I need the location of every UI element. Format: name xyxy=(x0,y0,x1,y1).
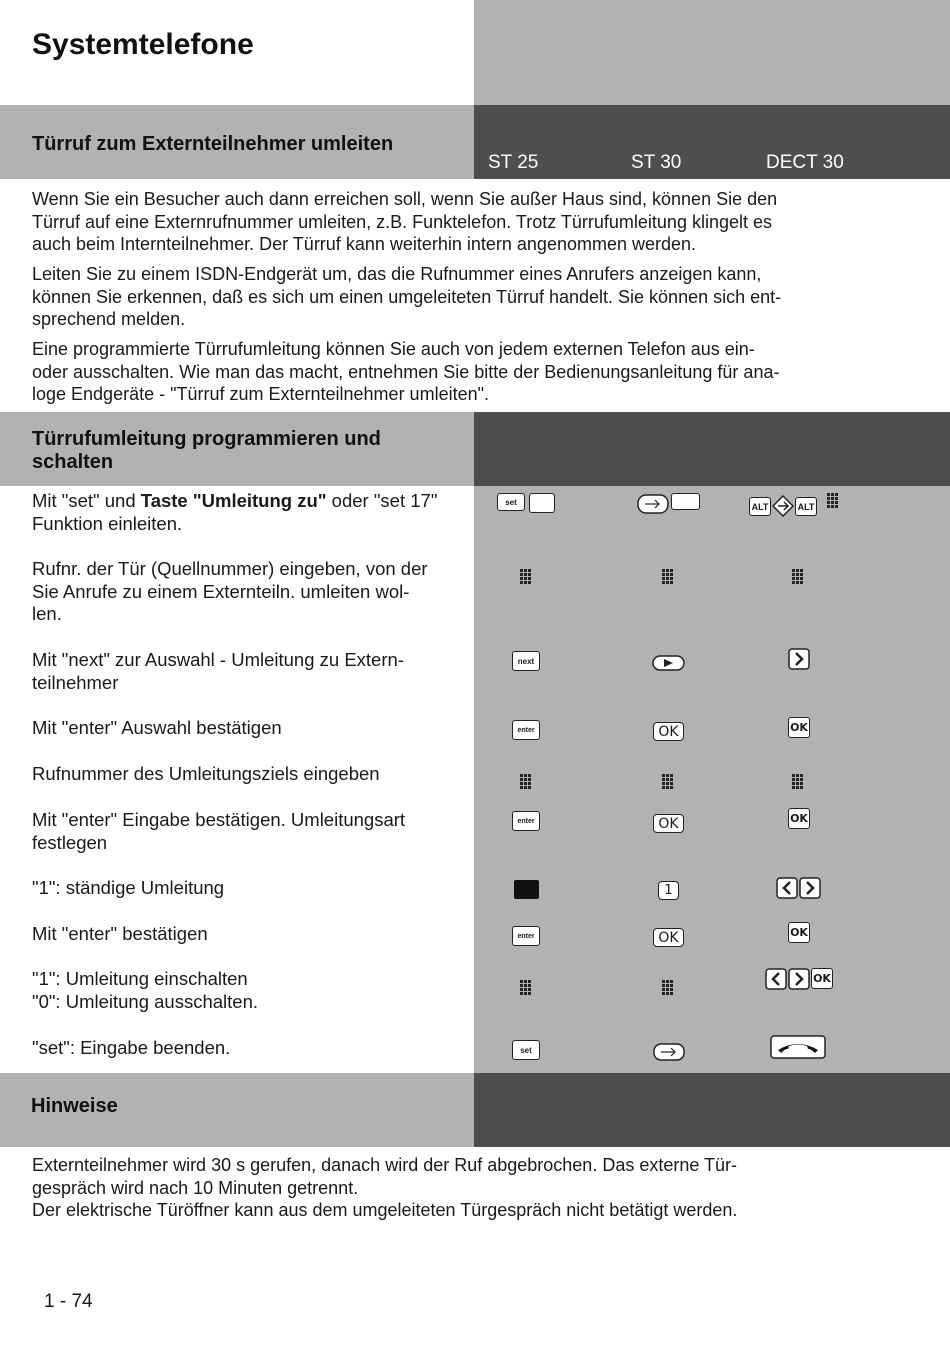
notes-line: Externteilnehmer wird 30 s gerufen, danach wird der Ruf abgebrochen. Das externe Tür- xyxy=(32,1155,738,1175)
section2-header-right xyxy=(474,412,950,486)
column-st30: ST 30 xyxy=(631,152,682,173)
section1-header-right xyxy=(474,105,950,179)
notes-line: gespräch wird nach 10 Minuten getrennt. xyxy=(32,1177,359,1198)
step-10 xyxy=(32,1037,472,1060)
alt-key[interactable]: ALT xyxy=(795,497,817,516)
step-4 xyxy=(32,717,472,740)
ok-key-dect[interactable]: OK xyxy=(788,717,810,738)
enter-key[interactable]: enter xyxy=(512,720,540,740)
play-key-icon[interactable] xyxy=(652,655,685,671)
intro-paragraph-3 xyxy=(32,338,892,406)
para3-line: Eine programmierte Türrufumleitung können Sie auch von jedem externen Telefon aus ein- xyxy=(32,339,755,359)
intro-paragraph-2 xyxy=(32,263,892,331)
step-6 xyxy=(32,809,472,854)
enter-key[interactable]: enter xyxy=(512,811,540,831)
step-1-line-2: Funktion einleiten. xyxy=(32,512,183,534)
section2-title xyxy=(32,428,381,474)
keypad-icon[interactable] xyxy=(520,569,534,587)
arrow-key-icon[interactable] xyxy=(653,1043,685,1061)
icon-column-bg xyxy=(474,486,950,1073)
step-3 xyxy=(32,649,472,694)
function-key[interactable] xyxy=(529,493,555,513)
digit-one-key[interactable]: 1 xyxy=(658,881,679,900)
para1-line: auch beim Internteilnehmer. Der Türruf kann weiterhin intern angenommen werden. xyxy=(32,234,697,254)
keypad-icon[interactable] xyxy=(662,980,676,998)
step-6-line: Mit "enter" Eingabe bestätigen. Umleitungsart xyxy=(32,809,406,830)
step-6-line: festlegen xyxy=(32,831,108,853)
section2-title-line: schalten xyxy=(32,451,114,473)
para3-line: oder ausschalten. Wie man das macht, entnehmen Sie bitte der Bedienungsanleitung für ana- xyxy=(32,361,780,382)
keypad-icon[interactable] xyxy=(792,774,806,792)
step-3-line: teilnehmer xyxy=(32,671,119,693)
left-arrow-icon[interactable] xyxy=(776,877,798,899)
step-8-line: Mit "enter" bestätigen xyxy=(32,923,208,944)
section3-title: Hinweise xyxy=(31,1095,118,1117)
step-4-line: Mit "enter" Auswahl bestätigen xyxy=(32,717,282,738)
step-9-line: "1": Umleitung einschalten xyxy=(32,968,248,989)
step-8 xyxy=(32,923,472,946)
step-9 xyxy=(32,968,472,1013)
keypad-icon[interactable] xyxy=(520,980,534,998)
step-2-line: len. xyxy=(32,603,62,624)
keypad-icon[interactable] xyxy=(792,569,806,587)
step-1-post: oder "set 17" xyxy=(326,490,438,511)
left-arrow-icon[interactable] xyxy=(765,968,787,990)
step-5-line: Rufnummer des Umleitungsziels eingeben xyxy=(32,763,380,784)
step-3-line: Mit "next" zur Auswahl - Umleitung zu Extern- xyxy=(32,649,404,670)
column-st25: ST 25 xyxy=(488,152,539,173)
right-arrow-icon[interactable] xyxy=(788,648,810,670)
ok-key[interactable]: OK xyxy=(653,928,684,947)
section1-title: Türruf zum Externteilnehmer umleiten xyxy=(32,133,394,155)
para2-line: Leiten Sie zu einem ISDN-Endgerät um, das die Rufnummer eines Anrufers anzeigen kann, xyxy=(32,264,762,284)
para3-line: loge Endgeräte - "Türruf zum Externteilnehmer umleiten". xyxy=(32,384,489,404)
para2-line: können Sie erkennen, daß es sich um einen umgeleiteten Türruf handelt. Sie können sich ent- xyxy=(32,286,782,307)
column-dect30: DECT 30 xyxy=(766,152,844,173)
notes-paragraph xyxy=(32,1154,892,1222)
keypad-icon[interactable] xyxy=(827,493,841,511)
page-number: 1 - 74 xyxy=(44,1291,93,1312)
right-arrow-icon[interactable] xyxy=(799,877,821,899)
notes-line: Der elektrische Türöffner kann aus dem umgeleiteten Türgespräch nicht betätigt werden. xyxy=(32,1200,738,1220)
alt-key[interactable]: ALT xyxy=(749,497,771,516)
step-1-pre: Mit "set" und xyxy=(32,490,141,511)
ok-key[interactable]: OK xyxy=(653,814,684,833)
step-1-line-1 xyxy=(32,490,472,513)
keypad-icon[interactable] xyxy=(520,774,534,792)
handset-icon[interactable] xyxy=(770,1035,826,1059)
intro-paragraph-1 xyxy=(32,188,892,256)
page-title: Systemtelefone xyxy=(32,28,254,61)
step-2-line: Sie Anrufe zu einem Externteiln. umleiten wol- xyxy=(32,580,410,602)
next-key[interactable]: next xyxy=(512,651,540,671)
keypad-icon[interactable] xyxy=(662,774,676,792)
step-2-line: Rufnr. der Tür (Quellnummer) eingeben, von der xyxy=(32,558,428,579)
arrow-key-icon[interactable] xyxy=(637,494,669,514)
step-1 xyxy=(32,490,472,535)
header-gray-block xyxy=(474,0,950,105)
step-10-line: "set": Eingabe beenden. xyxy=(32,1037,231,1058)
step-5 xyxy=(32,763,472,786)
section3-header-right xyxy=(474,1073,950,1147)
ok-key-dect[interactable]: OK xyxy=(788,922,810,943)
right-arrow-icon[interactable] xyxy=(788,968,810,990)
step-7 xyxy=(32,877,472,900)
para1-line: Wenn Sie ein Besucher auch dann erreichen soll, wenn Sie außer Haus sind, können Sie den xyxy=(32,189,778,209)
set-key[interactable]: set xyxy=(512,1040,540,1060)
para2-line: sprechend melden. xyxy=(32,309,186,329)
enter-key[interactable]: enter xyxy=(512,926,540,946)
ok-key[interactable]: OK xyxy=(653,722,684,741)
para1-line: Türruf auf eine Externrufnummer umleiten, z.B. Funktelefon. Trotz Türrufumleitung klingelt es xyxy=(32,211,772,232)
function-key[interactable] xyxy=(671,493,700,510)
step-2 xyxy=(32,558,472,626)
alt-switch-icon xyxy=(772,495,794,517)
step-9-line: "0": Umleitung ausschalten. xyxy=(32,990,259,1012)
step-7-line: "1": ständige Umleitung xyxy=(32,877,225,898)
function-key-filled[interactable] xyxy=(514,880,539,899)
keypad-icon[interactable] xyxy=(662,569,676,587)
ok-key-dect[interactable]: OK xyxy=(788,808,810,829)
step-1-bold: Taste "Umleitung zu" xyxy=(140,490,327,511)
ok-key-dect[interactable]: OK xyxy=(811,968,833,989)
set-key[interactable]: set xyxy=(497,493,525,511)
section2-title-line: Türrufumleitung programmieren und xyxy=(32,428,381,450)
